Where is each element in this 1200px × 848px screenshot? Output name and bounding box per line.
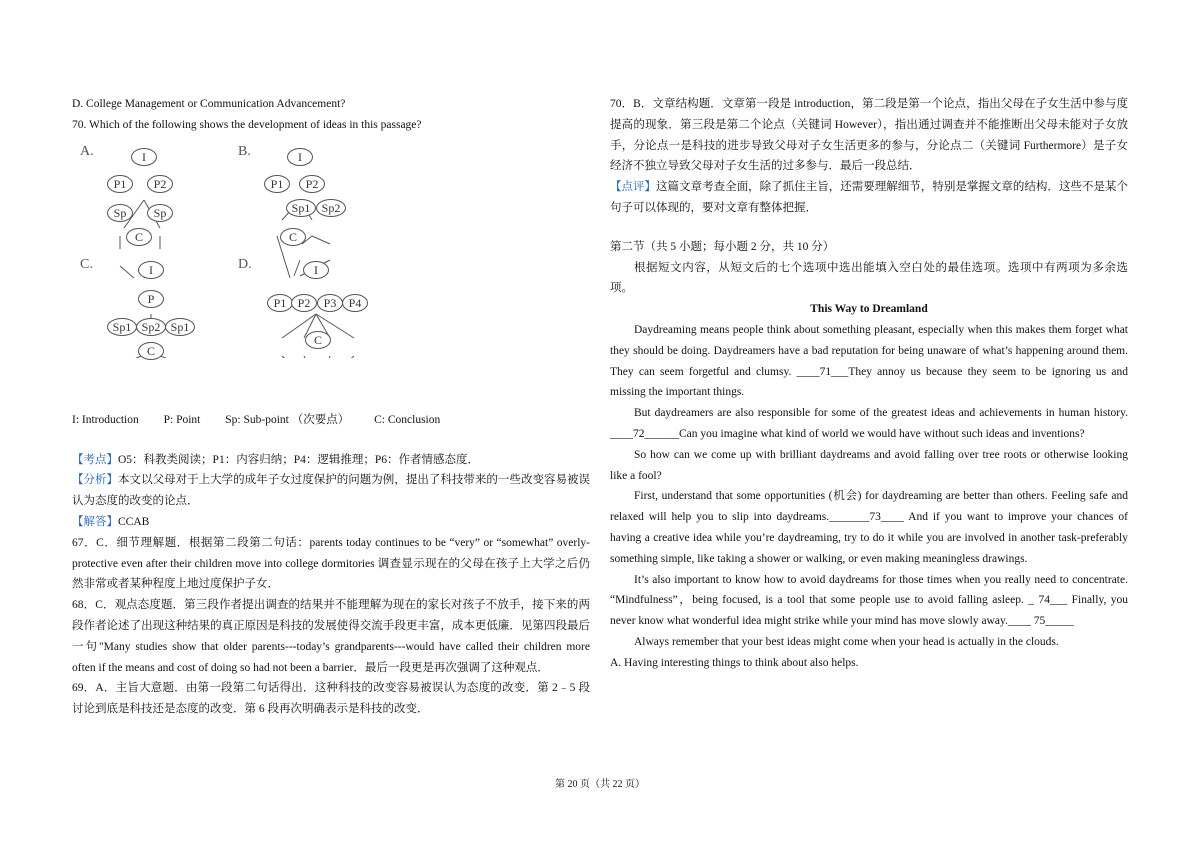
passage-paragraph-6: Always remember that your best ideas might come when your head is actually in the clouds. [634,635,1059,648]
p5-text-a: It’s also important to know how to avoid daydreams for those times when you really need to concentrate. “Mindfulness”，being focused, is a tool that some people use to avoid falling asleep. [610,573,1128,607]
node-p: P [138,290,164,308]
node-p2: P2 [299,175,325,193]
node-c: C [138,342,164,360]
diagram-legend [72,410,590,430]
answer-69: 69．A．主旨大意题．由第一段第二句话得出．这种科技的改变容易被误认为态度的改变．第 2﹣5 段讨论到底是科技还是态度的改变．第 6 段再次明确表示是科技的改变． [72,682,590,716]
diagram-label-b: B. [238,144,251,159]
node-i: I [303,261,329,279]
node-p1: P1 [267,294,293,312]
node-c: C [126,228,152,246]
dianping-tag: 【点评】 [610,181,657,194]
diagram-label-d: D. [238,257,252,272]
node-i: I [131,148,157,166]
kaodian-text: O5：科教类阅读；P1：内容归纳；P4：逻辑推理；P6：作者情感态度． [118,453,479,466]
blank-71: ____71___ [796,365,849,378]
p2-text-a: But daydreamers are also responsible for some of the greatest ideas and achievements in human history. [634,407,1128,420]
question-70: 70. Which of the following shows the development of ideas in this passage? [72,118,422,131]
node-c: C [280,228,306,246]
node-p2: P2 [291,294,317,312]
node-p3: P3 [317,294,343,312]
node-sp: Sp [147,204,173,222]
blank-75-line: ____ [1007,615,1031,628]
passage-paragraph-4 [610,486,1128,569]
section-heading: 第二节（共 5 小题；每小题 2 分，共 10 分） [610,240,835,253]
blank-75: 75_____ [1033,615,1074,628]
p1-text-b: They annoy us because they seem to be ignoring us and missing the important things. [610,365,1128,399]
diagram-label-c: C. [80,257,93,272]
answer-67: 67．C．细节理解题．根据第二段第二句话：parents today continues to be “very” or “somewhat” overly-protective even after their children move into college dormitories 调查显示现在的父母在孩子上大学之后仍然非常或者某种程度上地过度保护子女． [72,536,590,591]
node-sp2: Sp2 [136,318,166,336]
legend-point: P: Point [163,413,201,426]
dianping-text: 这篇文章考查全面，除了抓住主旨，还需要理解细节，特别是掌握文章的结构．这些不是某个句子可以体现的，要对文章有整体把握． [610,181,1128,214]
option-a: A. Having interesting things to think about also helps. [610,656,859,669]
node-p2: P2 [147,175,173,193]
page-footer: 第 20 页（共 22 页） [555,779,645,790]
p5-text-b: Finally, you never know what wonderful idea might strike while your mind has move slowly away. [610,594,1128,628]
passage-paragraph-2 [610,403,1128,445]
p2-text-b: Can you imagine what kind of world we would have without such ideas and inventions? [679,427,1085,440]
passage-paragraph-5 [610,570,1128,632]
blank-74: _ 74___ [1028,594,1068,607]
fenxi [72,470,590,512]
jieda [72,512,590,533]
p4-text-a: First, understand that some opportunities (机会) for daydreaming are better than others. Feeling safe and relaxed will help you to slip into daydreams. [610,490,1128,524]
node-p1: P1 [264,175,290,193]
node-p1: P1 [107,175,133,193]
kaodian-tag: 【考点】 [72,453,118,466]
diagram-label-a: A. [80,144,94,159]
dianping [610,177,1128,219]
answer-68: 68．C．观点态度题．第三段作者提出调查的结果并不能理解为现在的家长对孩子不放手，接下来的两段作者论述了出现这种结果的真正原因是科技的发展使得交流手段更丰富，成本更低廉．见第四段最后一句"Many studies show that older parents---today’s grandparents---would have called their children more often if the means and cost of doing so had not been a barrier．最后一段更是再次强调了这种观点． [72,599,590,674]
jieda-text: CCAB [118,515,150,528]
passage-paragraph-1 [610,320,1128,403]
kaodian [72,450,590,471]
node-sp1: Sp1 [165,318,195,336]
fenxi-text: 本文以父母对于上大学的成年子女过度保护的问题为例，提出了科技带来的一些改变容易被误认为态度的改变的论点． [72,474,590,508]
legend-subpoint: Sp: Sub-point （次要点） [225,413,350,426]
right-column [610,94,1128,674]
p4-text-b: And if you want to improve your chances of having a creative idea while you’re daydreaming, try to do it while you are involved in another task-preferably something simple, like taking a shower or walking, or even making meaningless drawings. [610,511,1128,565]
diagram-nodes [72,142,492,372]
passage-title: This Way to Dreamland [810,303,928,316]
section-instruction: 根据短文内容，从短文后的七个选项中选出能填入空白处的最佳选项。选项中有两项为多余选项。 [610,261,1128,295]
node-c: C [305,331,331,349]
answer-70: 70．B．文章结构题．文章第一段是 introduction，第二段是第一个论点，指出父母在子女生活中参与度提高的现象．第三段是第二个论点（关键词 However），指出通过调查并不能推断出父母未能对子女放手，分论点一是科技的进步导致父母对子女生活更多的参与，分论点二（关键词 Furthermore）是子女经济不独立导致父母对子女生活的过多参与．最后一段总结． [610,98,1128,173]
node-sp: Sp [107,204,133,222]
legend-introduction: I: Introduction [72,413,139,426]
legend-conclusion: C: Conclusion [374,413,441,426]
node-sp2: Sp2 [316,199,346,217]
node-i: I [287,148,313,166]
node-sp1: Sp1 [107,318,137,336]
blank-72: ____72______ [610,427,679,440]
option-d-line: D. College Management or Communication Advancement? [72,98,346,110]
fenxi-tag: 【分析】 [72,474,119,487]
left-column [72,94,590,720]
node-sp1: Sp1 [286,199,316,217]
passage-paragraph-3: So how can we come up with brilliant daydreams and avoid falling over tree roots or otherwise looking like a fool? [610,448,1128,482]
node-p4: P4 [342,294,368,312]
jieda-tag: 【解答】 [72,515,118,528]
p1-text-a: Daydreaming means people think about something pleasant, especially when this makes them forget what they should be doing. Daydreamers have a bad reputation for being unaware of what’s happening around them. They can seem forgetful and clumsy. [610,323,1128,378]
blank-73: _______73____ [829,511,904,524]
node-i: I [138,261,164,279]
